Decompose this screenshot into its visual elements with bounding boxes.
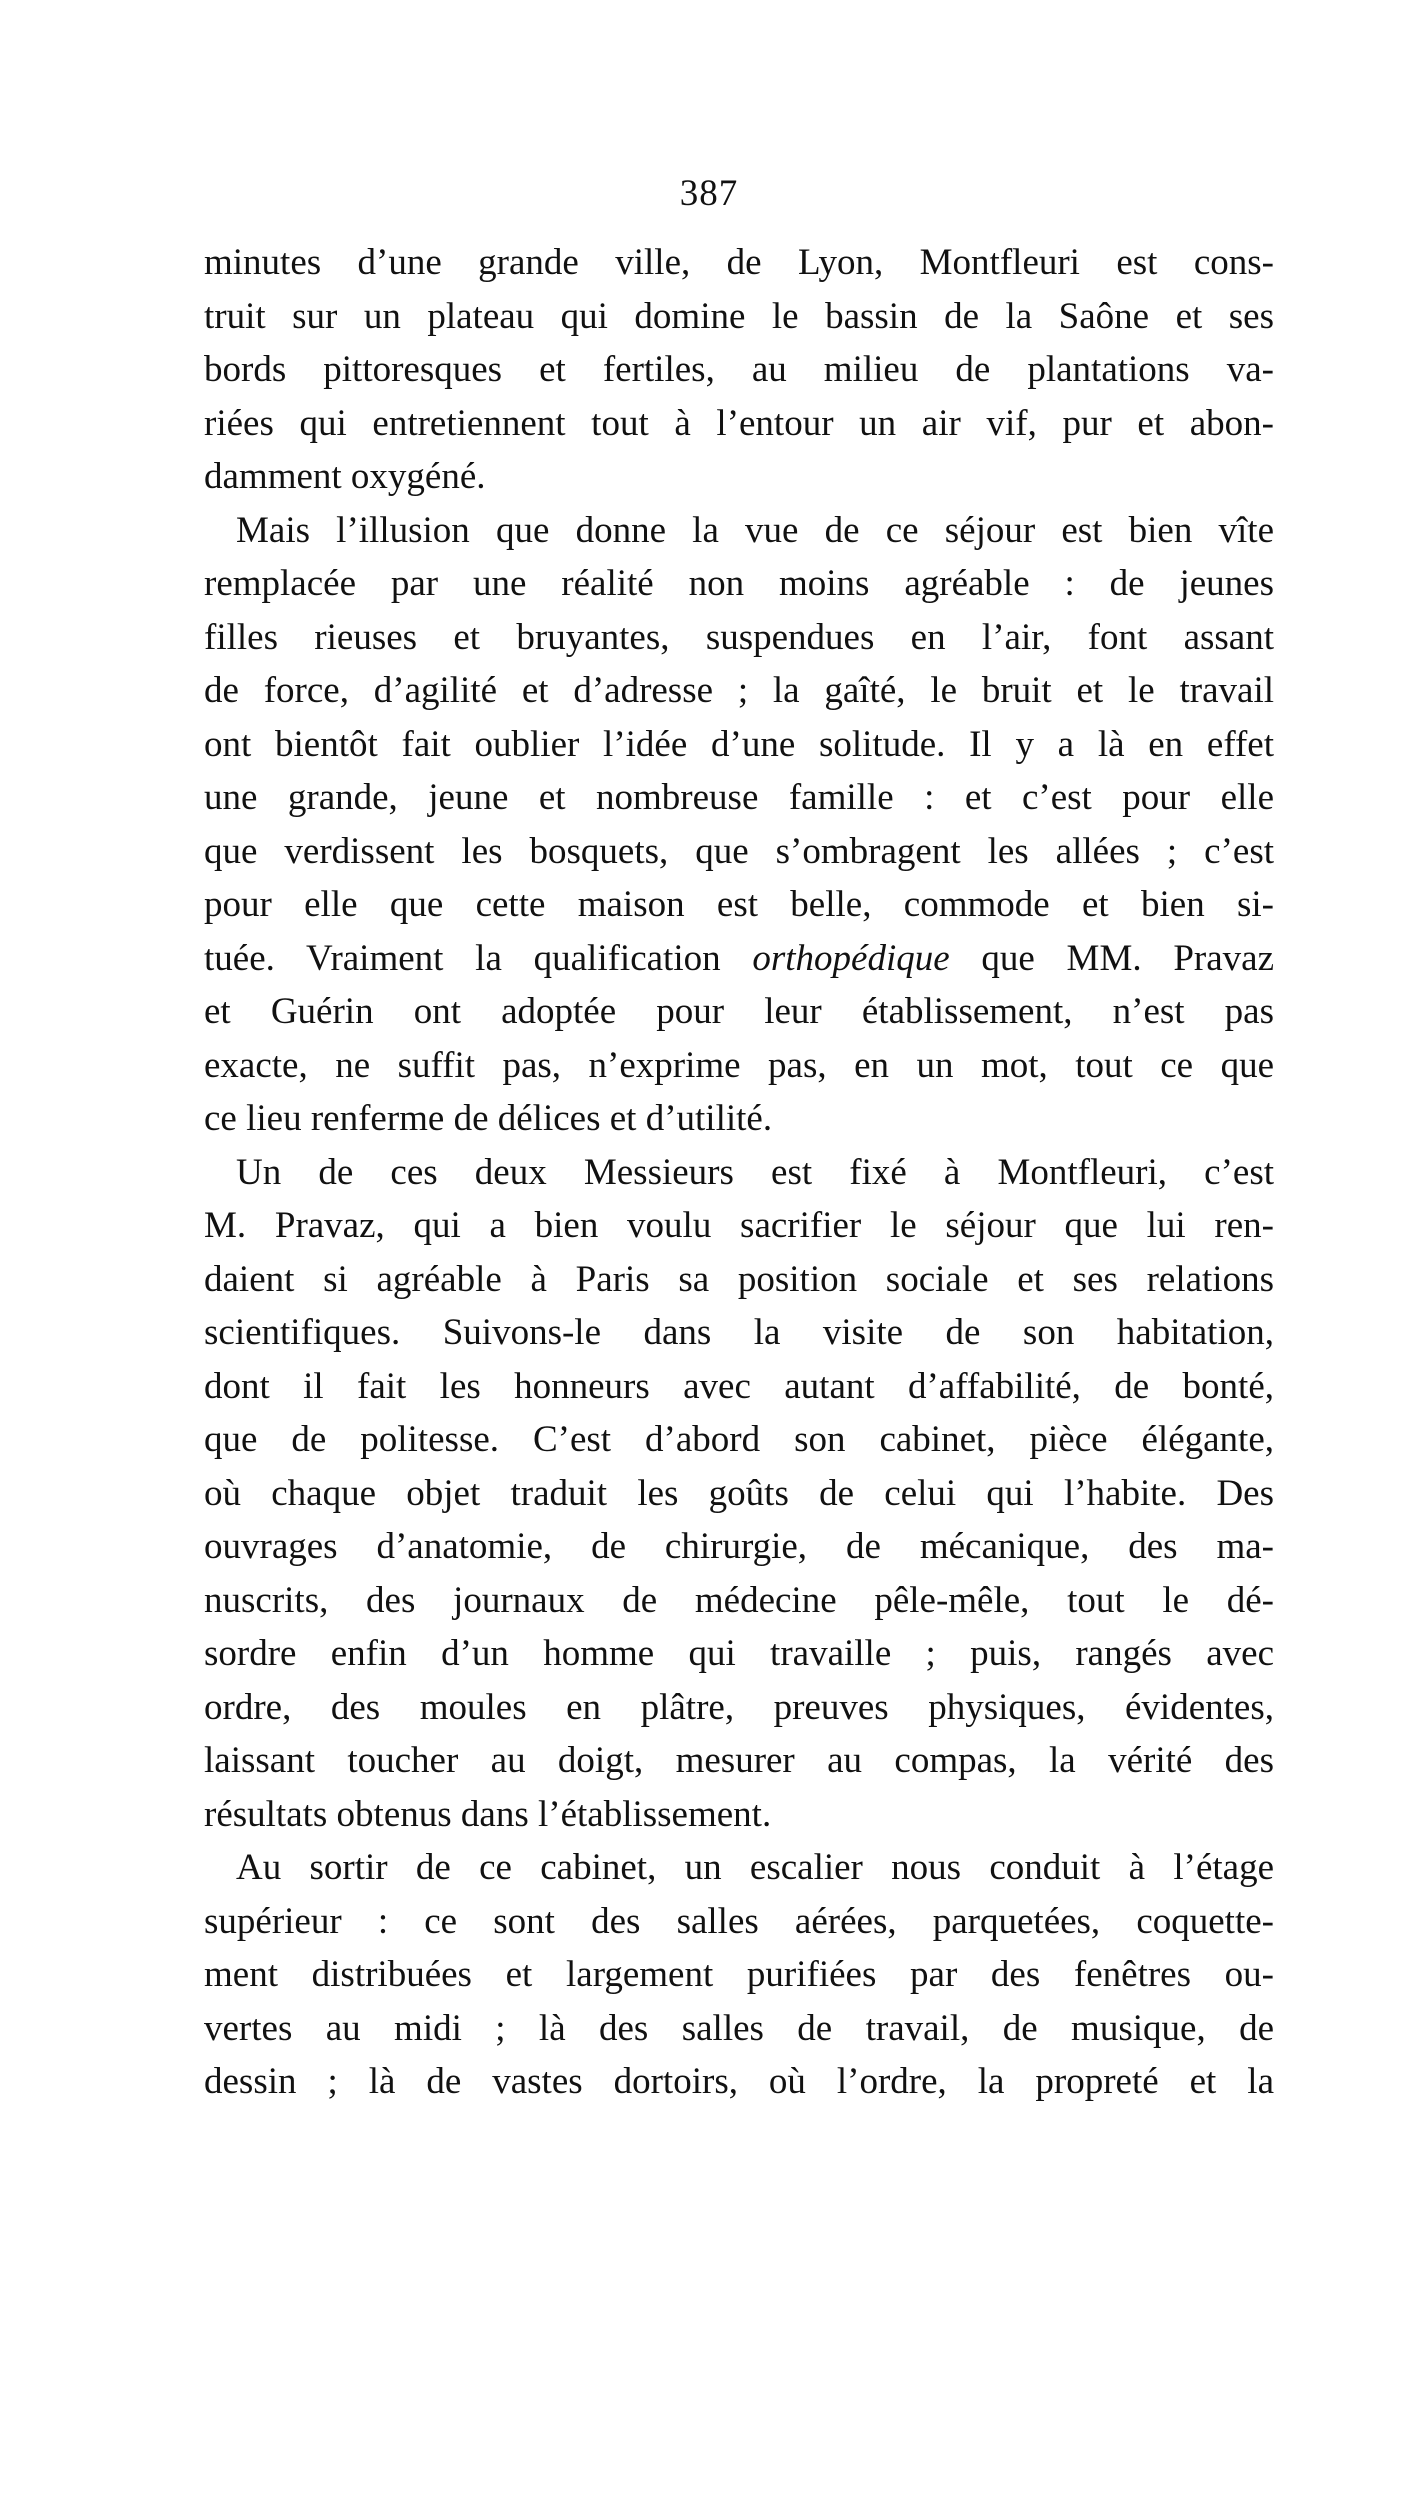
italic-word: orthopédique — [752, 937, 950, 979]
text-line: ment distribuées et largement purifiées par des fenêtres ou- — [204, 1954, 1274, 1995]
text-line: Un de ces deux Messieurs est fixé à Montfleuri, c’est — [236, 1151, 1274, 1193]
text-line: supérieur : ce sont des salles aérées, parquetées, coquette- — [204, 1900, 1274, 1942]
text-line: où chaque objet traduit les goûts de celui qui l’habite. Des — [204, 1472, 1274, 1514]
text-line: résultats obtenus dans l’établissement. — [204, 1793, 772, 1835]
text-line: exacte, ne suffit pas, n’exprime pas, en un mot, tout ce que — [204, 1044, 1274, 1086]
text-line: truit sur un plateau qui domine le bassin de la Saône et ses — [204, 295, 1274, 337]
text-line: remplacée par une réalité non moins agréable : de jeunes — [204, 563, 1274, 604]
text-line: daient si agréable à Paris sa position sociale et ses relations — [204, 1258, 1274, 1300]
text-line: ce lieu renferme de délices et d’utilité. — [204, 1098, 773, 1139]
text-segment: que MM. Pravaz — [981, 937, 1274, 979]
text-line: dont il fait les honneurs avec autant d’affabilité, de bonté, — [204, 1365, 1274, 1407]
text-line: bords pittoresques et fertiles, au milieu de plantations va- — [204, 349, 1274, 390]
text-line: M. Pravaz, qui a bien voulu sacrifier le séjour que lui ren- — [204, 1205, 1274, 1246]
text-line: de force, d’agilité et d’adresse ; la gaîté, le bruit et le travail — [204, 670, 1274, 711]
text-line: Mais l’illusion que donne la vue de ce séjour est bien vîte — [236, 509, 1274, 551]
text-line: filles rieuses et bruyantes, suspendues en l’air, font assant — [204, 616, 1274, 658]
text-line: et Guérin ont adoptée pour leur établissement, n’est pas — [204, 991, 1274, 1032]
text-line: une grande, jeune et nombreuse famille : et c’est pour elle — [204, 777, 1274, 818]
text-line: ont bientôt fait oublier l’idée d’une solitude. Il y a là en effet — [204, 723, 1274, 765]
text-segment: tuée. Vraiment la qualification — [204, 937, 721, 979]
text-line: ordre, des moules en plâtre, preuves physiques, évidentes, — [204, 1686, 1274, 1728]
text-line: que verdissent les bosquets, que s’ombragent les allées ; c’est — [204, 830, 1274, 872]
text-line: laissant toucher au doigt, mesurer au compas, la vérité des — [204, 1740, 1274, 1781]
text-line: vertes au midi ; là des salles de travail, de musique, de — [204, 2007, 1274, 2049]
text-line: scientifiques. Suivons-le dans la visite de son habitation, — [204, 1312, 1274, 1353]
text-line: pour elle que cette maison est belle, commode et bien si- — [204, 884, 1274, 925]
text-line: riées qui entretiennent tout à l’entour un air vif, pur et abon- — [204, 402, 1274, 444]
text-line: damment oxygéné. — [204, 456, 486, 497]
body-text — [204, 236, 1274, 2109]
text-line-with-italic — [204, 932, 1274, 986]
text-line: sordre enfin d’un homme qui travaille ; puis, rangés avec — [204, 1633, 1274, 1674]
page-number: 387 — [679, 173, 739, 214]
text-line: nuscrits, des journaux de médecine pêle-mêle, tout le dé- — [204, 1579, 1274, 1621]
text-line: Au sortir de ce cabinet, un escalier nous conduit à l’étage — [236, 1847, 1274, 1888]
text-line: dessin ; là de vastes dortoirs, où l’ordre, la propreté et la — [204, 2061, 1274, 2102]
text-line: que de politesse. C’est d’abord son cabinet, pièce élégante, — [204, 1419, 1274, 1460]
text-line: minutes d’une grande ville, de Lyon, Montfleuri est cons- — [204, 242, 1274, 283]
text-line: ouvrages d’anatomie, de chirurgie, de mécanique, des ma- — [204, 1526, 1274, 1567]
